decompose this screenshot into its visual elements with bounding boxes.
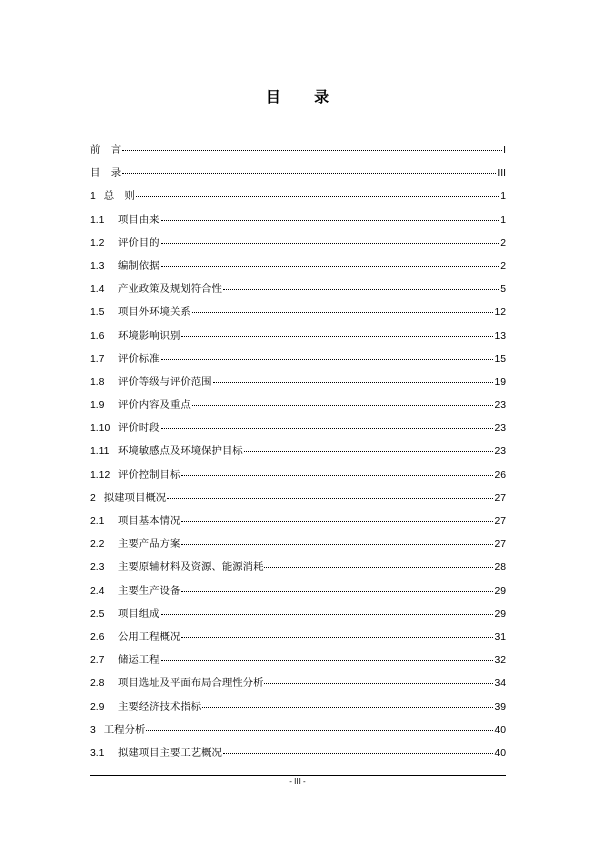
toc-entry-title: 评价内容及重点 (118, 399, 191, 412)
toc-dot-leader (161, 219, 500, 221)
toc-entry-title: 储运工程 (118, 654, 160, 667)
toc-entry-title: 环境敏感点及环境保护目标 (118, 445, 243, 458)
toc-entry-number: 1.3 (90, 260, 105, 272)
toc-entry-title: 主要经济技术指标 (118, 700, 202, 713)
toc-entry[interactable] (90, 164, 506, 187)
toc-entry-page: 27 (494, 539, 506, 551)
toc-entry[interactable] (90, 674, 506, 697)
toc-entry-number: 1.2 (90, 237, 105, 249)
toc-entry[interactable] (90, 744, 506, 767)
toc-entry[interactable] (90, 350, 506, 373)
toc-entry-number: 2.6 (90, 631, 105, 643)
toc-entry-page: 29 (494, 585, 506, 597)
toc-entry-page: 29 (494, 608, 506, 620)
toc-entry[interactable] (90, 698, 506, 721)
toc-entry-title: 拟建项目概况 (103, 491, 167, 504)
toc-entry-page: 19 (494, 376, 506, 388)
toc-dot-leader (192, 404, 494, 406)
toc-entry-page: 39 (494, 701, 506, 713)
footer-page-number: - III - (289, 777, 306, 786)
toc-dot-leader (181, 474, 493, 476)
toc-entry-title: 评价控制目标 (118, 468, 181, 481)
toc-entry-number: 1.1 (90, 214, 105, 226)
toc-entry-page: 34 (494, 678, 506, 690)
toc-entry-page: 2 (500, 237, 506, 249)
toc-entry-number: 2.5 (90, 608, 105, 620)
toc-entry-title: 评价标准 (118, 352, 160, 365)
toc-dot-leader (161, 659, 494, 661)
toc-dot-leader (161, 427, 494, 429)
toc-entry-page: 26 (494, 469, 506, 481)
toc-dot-leader (181, 543, 493, 545)
toc-entry-title: 主要生产设备 (118, 584, 181, 597)
toc-dot-leader (244, 450, 494, 452)
toc-entry-title: 项目基本情况 (118, 515, 181, 527)
toc-entry-number: 1 (90, 191, 96, 203)
toc-dot-leader (213, 381, 494, 383)
toc-entry-page: 2 (500, 260, 506, 272)
toc-entry-page: 23 (494, 400, 506, 412)
toc-entry-page: 23 (494, 423, 506, 435)
toc-entry-title: 评价等级与评价范围 (118, 375, 212, 388)
toc-entry-number: 1.8 (90, 376, 105, 388)
toc-entry-page: 27 (494, 516, 506, 527)
toc-entry-page: III (497, 168, 506, 180)
toc-dot-leader (122, 172, 496, 174)
toc-entry-title: 拟建项目主要工艺概况 (118, 746, 222, 759)
toc-entry-title: 产业政策及规划符合性 (118, 283, 222, 296)
toc-dot-leader (136, 195, 499, 197)
toc-entry[interactable] (90, 605, 506, 628)
toc-entry-page: 13 (494, 330, 506, 342)
toc-dot-leader (202, 706, 493, 708)
toc-dot-leader (223, 288, 499, 290)
toc-entry-title: 主要原辅材料及资源、能源消耗 (118, 561, 264, 574)
toc-entry[interactable] (90, 489, 506, 512)
toc-entry-page: 32 (494, 655, 506, 667)
toc-entry[interactable] (90, 327, 506, 350)
toc-entry-page: 15 (494, 353, 506, 365)
toc-entry[interactable] (90, 280, 506, 303)
toc-entry-number: 1.4 (90, 284, 105, 296)
toc-dot-leader (161, 613, 494, 615)
toc-entry[interactable] (90, 558, 506, 581)
toc-entry-title: 前 言 (90, 144, 122, 156)
toc-entry-title: 项目外环境关系 (118, 306, 191, 319)
toc-dot-leader (181, 520, 493, 522)
toc-entry-number: 1.10 (90, 423, 111, 435)
toc-entry[interactable] (90, 187, 506, 210)
toc-entry[interactable] (90, 651, 506, 674)
toc-entry-number: 2.7 (90, 655, 105, 667)
toc-entry[interactable] (90, 512, 506, 535)
toc-dot-leader (181, 590, 493, 592)
page-title: 目 录 (265, 88, 344, 106)
toc-entry-number: 2.9 (90, 701, 105, 713)
toc-dot-leader (161, 265, 500, 267)
toc-entry-title: 工程分析 (103, 723, 146, 736)
toc-dot-leader (161, 242, 500, 244)
toc-entry-page: 28 (494, 562, 506, 574)
toc-entry-page: I (503, 145, 506, 156)
toc-dot-leader (264, 566, 493, 568)
toc-dot-leader (264, 682, 493, 684)
toc-entry-title: 评价目的 (118, 236, 160, 249)
toc-entry-number: 2.2 (90, 539, 105, 551)
toc-entry-number: 1.12 (90, 469, 111, 481)
toc-entry[interactable] (90, 628, 506, 651)
toc-entry-title: 项目组成 (118, 607, 160, 620)
toc-entry[interactable] (90, 211, 506, 234)
toc-entry-page: 5 (500, 284, 506, 296)
toc-entry-title: 评价时段 (118, 422, 160, 435)
toc-entry[interactable] (90, 721, 506, 744)
toc-entry-page: 31 (494, 631, 506, 643)
toc-entry-number: 2.4 (90, 585, 105, 597)
toc-entry-title: 项目由来 (118, 213, 160, 226)
toc-entry[interactable] (90, 442, 506, 465)
toc-entry-number: 2 (90, 492, 96, 504)
toc-entry[interactable] (90, 257, 506, 280)
toc-entry-page: 1 (500, 214, 506, 226)
toc-entry[interactable] (90, 535, 506, 558)
toc-dot-leader (192, 311, 494, 313)
footer-divider (90, 775, 506, 776)
toc-entry[interactable] (90, 582, 506, 605)
toc-entry[interactable] (90, 141, 506, 164)
toc-entry-number: 2.3 (90, 562, 105, 574)
table-of-contents (90, 141, 506, 767)
toc-entry-number: 1.11 (90, 446, 110, 458)
toc-entry[interactable] (90, 234, 506, 257)
toc-entry-page: 12 (494, 307, 506, 319)
toc-entry-number: 3 (90, 724, 96, 736)
toc-entry-page: 40 (494, 724, 506, 736)
toc-dot-leader (181, 636, 493, 638)
toc-entry[interactable] (90, 303, 506, 326)
toc-entry[interactable] (90, 373, 506, 396)
toc-dot-leader (167, 497, 493, 499)
toc-entry-title: 目 录 (90, 167, 122, 180)
toc-entry[interactable] (90, 419, 506, 442)
toc-entry-number: 1.9 (90, 400, 105, 412)
toc-entry-title: 主要产品方案 (118, 538, 181, 551)
toc-entry-number: 2.1 (90, 516, 105, 527)
toc-dot-leader (146, 729, 493, 731)
toc-entry-page: 40 (494, 747, 506, 759)
toc-entry-number: 1.6 (90, 330, 105, 342)
toc-entry-number: 2.8 (90, 678, 105, 690)
toc-entry-title: 总 则 (103, 190, 135, 203)
toc-entry-number: 3.1 (90, 747, 105, 759)
toc-entry-number: 1.7 (90, 353, 105, 365)
toc-dot-leader (161, 358, 494, 360)
toc-entry-page: 23 (494, 446, 506, 458)
toc-entry-page: 1 (500, 191, 506, 203)
toc-dot-leader (181, 335, 493, 337)
toc-dot-leader (223, 752, 494, 754)
toc-entry-title: 项目选址及平面布局合理性分析 (118, 677, 264, 690)
toc-entry[interactable] (90, 466, 506, 489)
toc-entry-number: 1.5 (90, 307, 105, 319)
toc-entry-title: 环境影响识别 (118, 329, 181, 342)
toc-entry[interactable] (90, 396, 506, 419)
toc-entry-page: 27 (494, 492, 506, 504)
toc-entry-title: 编制依据 (118, 259, 160, 272)
toc-entry-title: 公用工程概况 (118, 630, 181, 643)
toc-dot-leader (122, 149, 502, 151)
